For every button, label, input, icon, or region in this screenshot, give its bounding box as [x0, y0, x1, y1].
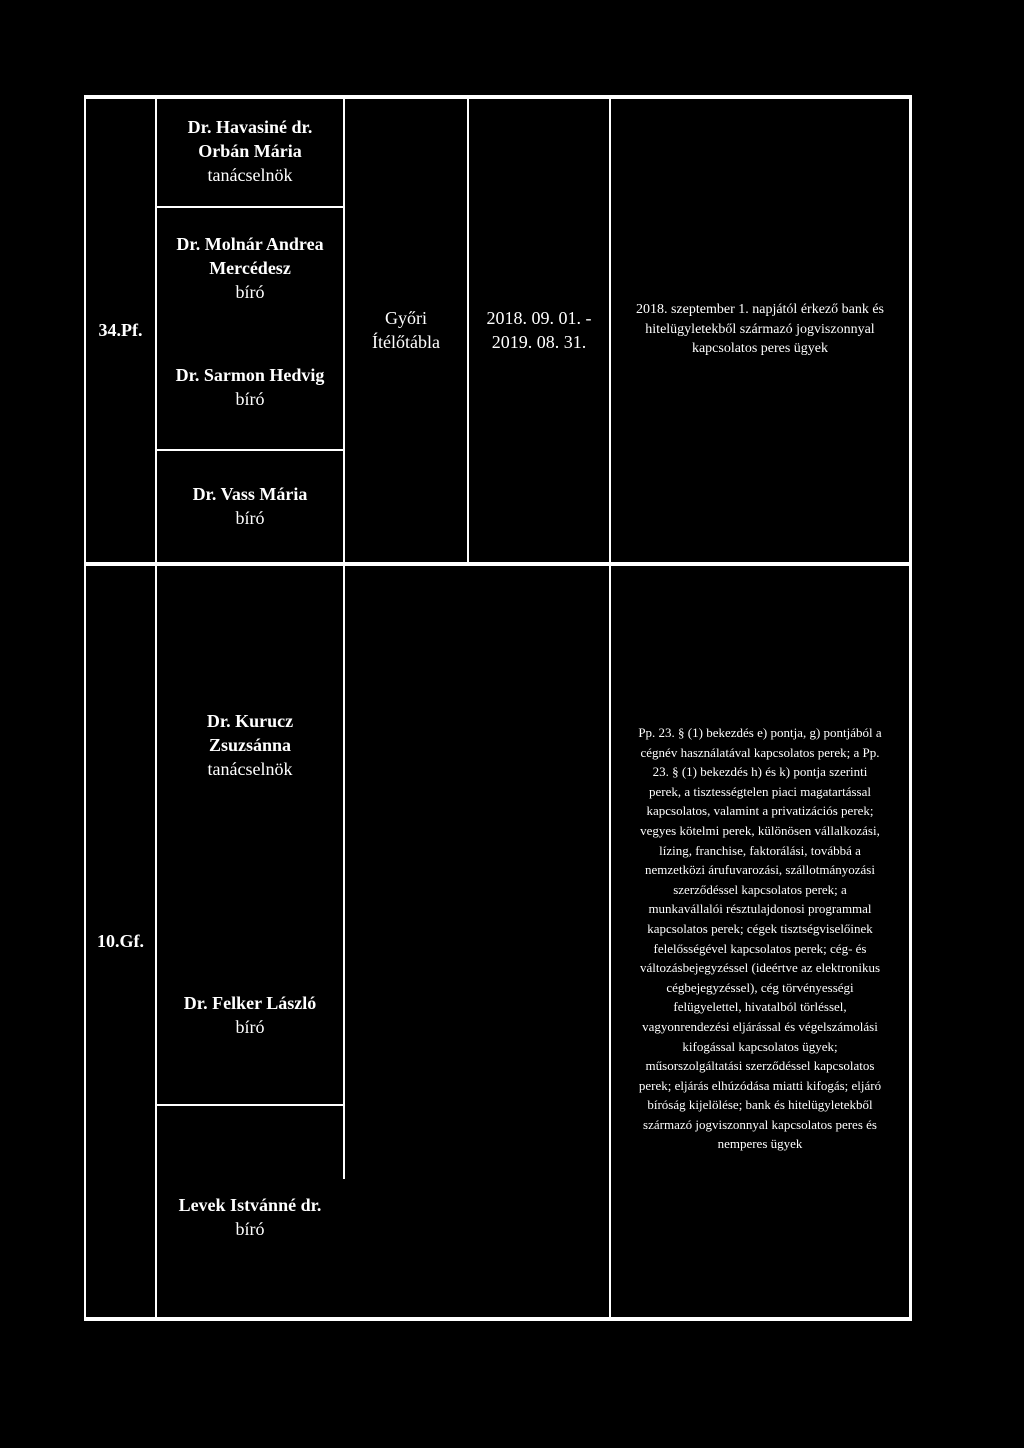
member-kurucz: [157, 709, 343, 781]
member-name-line: Dr. Vass Mária: [192, 484, 308, 504]
member-role: tanácselnök: [207, 759, 293, 779]
member-name-line: Levek Istvánné dr.: [178, 1195, 322, 1215]
member-role: bíró: [235, 282, 265, 302]
member-name-line: Dr. Molnár Andrea: [176, 234, 324, 254]
member-role: bíró: [235, 389, 265, 409]
member-name-line: Dr. Havasiné dr.: [187, 117, 313, 137]
court-name: [345, 306, 467, 354]
member-name-line: Mercédesz: [209, 258, 291, 278]
description-line: nemzetközi árufuvarozási, szállotmányozási: [645, 862, 875, 878]
case-code-34pf: 34.Pf.: [98, 320, 143, 340]
description-line: hitelügyletekből származó jogviszonnyal: [645, 321, 875, 337]
member-name-line: Dr. Felker László: [183, 993, 317, 1013]
description-line: 23. § (1) bekezdés h) és k) pontja szerinti: [652, 764, 868, 780]
description-line: változásbejegyzéssel (ideértve az elektronikus: [639, 960, 881, 976]
description-line: munkavállalói résztulajdonosi programmal: [648, 901, 872, 917]
description-line: Pp. 23. § (1) bekezdés e) pontja, g) pontjából a: [638, 725, 882, 740]
description-line: származó jogviszonnyal kapcsolatos peres és: [643, 1116, 877, 1132]
member-levek: [157, 1193, 343, 1241]
court-line: Ítélőtábla: [372, 332, 440, 352]
court-line: Győri: [385, 308, 427, 328]
description-line: perek, a tisztességtelen piaci magatartással: [649, 783, 871, 799]
period-line: 2019. 08. 31.: [491, 332, 587, 352]
member-vass: [157, 482, 343, 530]
member-name-line: Zsuzsánna: [208, 735, 292, 755]
description-line: 2018. szeptember 1. napjától érkező bank és: [635, 302, 885, 317]
member-role: bíró: [235, 1219, 265, 1239]
member-role: bíró: [235, 508, 265, 528]
description-line: cégbejegyzéssel), cég törvényességi: [666, 979, 854, 995]
description-line: bíróság kijelölése; bank és hitelügyletekből: [647, 1097, 873, 1113]
description-line: kapcsolatos, valamint a privatizációs perek;: [646, 803, 874, 819]
member-felker: [157, 991, 343, 1039]
member-name-line: Dr. Sarmon Hedvig: [175, 365, 325, 385]
description-line: vagyonrendezési eljárással és végelszámolási: [642, 1018, 878, 1034]
member-name-line: Orbán Mária: [198, 141, 302, 161]
description-line: szerződéssel kapcsolatos perek; a: [673, 881, 847, 897]
description-line: műsorszolgáltatási szerződéssel kapcsolatos: [645, 1058, 875, 1074]
member-role: tanácselnök: [207, 165, 293, 185]
member-molnar: [157, 232, 343, 304]
case-code-10gf: 10.Gf.: [97, 931, 144, 951]
description-line: perek; eljárás elhúzódása miatti kifogás; eljáró: [638, 1077, 882, 1093]
description-line: felelősségével kapcsolatos perek; cég- és: [653, 940, 867, 956]
case-description-10gf: [612, 723, 908, 1154]
member-sarmon: [157, 363, 343, 411]
member-havasine: [157, 115, 343, 187]
description-line: kifogással kapcsolatos ügyek;: [682, 1038, 838, 1054]
description-line: lízing, franchise, faktorálási, továbbá a: [659, 842, 861, 858]
description-line: cégnév használatával kapcsolatos perek; a Pp.: [640, 744, 880, 760]
period-line: 2018. 09. 01. -: [486, 308, 592, 328]
description-line: kapcsolatos peres ügyek: [691, 341, 829, 356]
description-line: felügyelettel, hivatalból törléssel,: [673, 999, 847, 1015]
member-name-line: Dr. Kurucz: [206, 711, 294, 731]
description-line: nemperes ügyek: [717, 1136, 803, 1152]
assignment-period: [469, 306, 609, 354]
case-description-34pf: [612, 300, 908, 359]
description-line: kapcsolatos perek; cégek tisztségviselőinek: [647, 920, 873, 936]
description-line: vegyes kötelmi perek, különösen vállalkozási,: [640, 822, 880, 838]
member-role: bíró: [235, 1017, 265, 1037]
